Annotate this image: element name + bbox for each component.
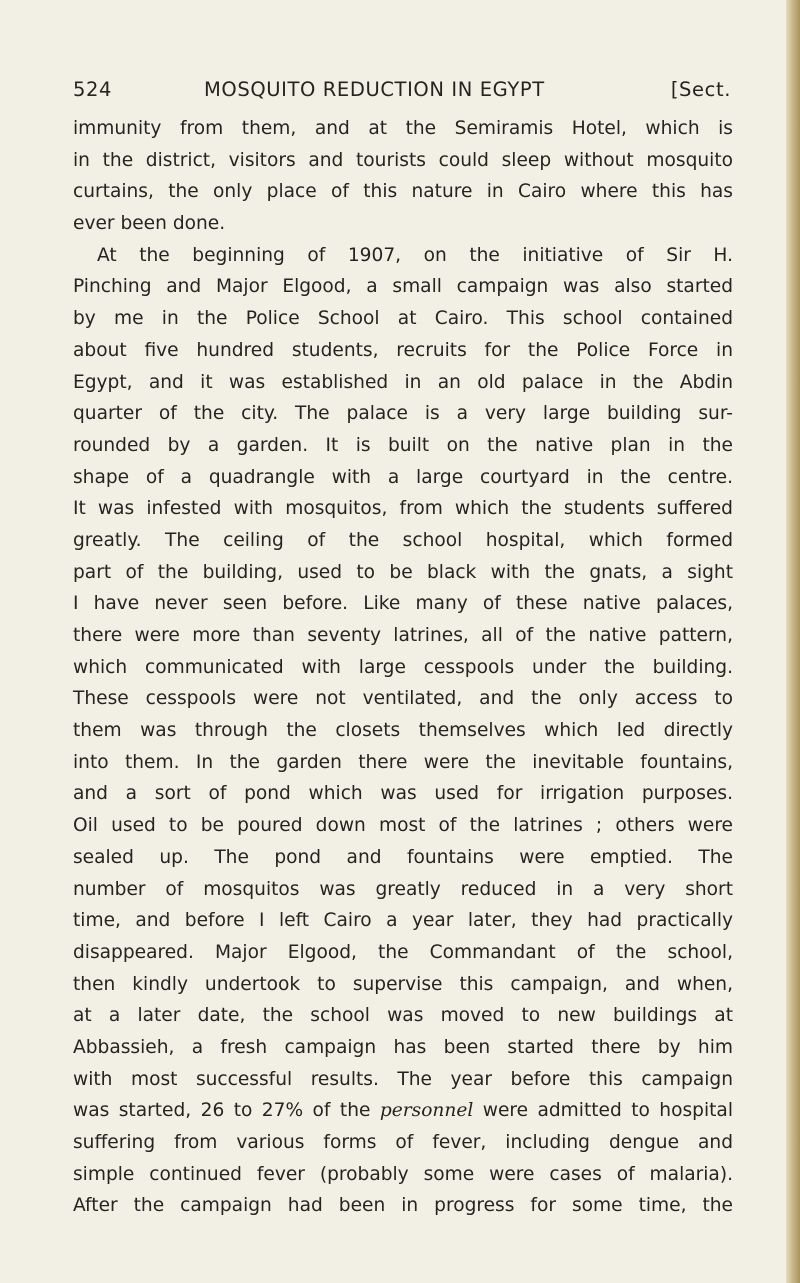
italic-word: personnel [379, 1100, 474, 1122]
text-line: Abbassieh, a fresh campaign has been started there by him [73, 1036, 733, 1058]
text-line: rounded by a garden. It is built on the native plan in the [73, 434, 733, 456]
text-line: time, and before I left Cairo a year later, they had practically [73, 910, 733, 932]
text-line: After the campaign had been in progress for some time, the [73, 1195, 733, 1217]
text-line: quarter of the city. The palace is a very large building sur- [73, 403, 733, 425]
running-head [73, 78, 731, 112]
text-line: into them. In the garden there were the inevitable fountains, [73, 751, 733, 773]
text-line: greatly. The ceiling of the school hospital, which formed [73, 529, 733, 551]
text-line: about five hundred students, recruits for the Police Force in [73, 339, 733, 361]
text-line: curtains, the only place of this nature in Cairo where this has [73, 181, 733, 203]
text-line: and a sort of pond which was used for irrigation purposes. [73, 783, 733, 805]
text-line: at a later date, the school was moved to new buildings at [73, 1005, 733, 1027]
text-line: with most successful results. The year before this campaign [73, 1068, 733, 1090]
text-line: Egypt, and it was established in an old palace in the Abdin [73, 371, 733, 393]
text-line: by me in the Police School at Cairo. This school contained [73, 308, 733, 330]
text-line: ever been done. [73, 213, 226, 235]
text-line: there were more than seventy latrines, all of the native pattern, [73, 625, 733, 646]
text-line: Oil used to be poured down most of the latrines ; others were [73, 815, 733, 837]
text-line: in the district, visitors and tourists could sleep without mosquito [73, 149, 733, 171]
text-line: I have never seen before. Like many of these native palaces, [73, 593, 733, 615]
text-line: part of the building, used to be black with the gnats, a sight [73, 561, 733, 583]
text-line: number of mosquitos was greatly reduced in a very short [73, 878, 733, 900]
page-number: 524 [73, 78, 113, 101]
running-title: MOSQUITO REDUCTION IN EGYPT [204, 78, 545, 101]
section-label: [Sect. [670, 78, 731, 101]
text-line [73, 1095, 733, 1127]
text-line: suffering from various forms of fever, including dengue and [73, 1132, 733, 1153]
text-line: sealed up. The pond and fountains were emptied. The [73, 846, 733, 868]
text-fragment: were admitted to hospital [482, 1100, 733, 1122]
page-edge [786, 0, 800, 1283]
text-line: shape of a quadrangle with a large courtyard in the centre. [73, 466, 733, 488]
text-fragment: was started, 26 to 27% of the [73, 1100, 371, 1122]
text-line: immunity from them, and at the Semiramis Hotel, which is [73, 118, 733, 139]
text-line: simple continued fever (probably some were cases of malaria). [73, 1163, 733, 1185]
text-line: which communicated with large cesspools under the building. [73, 656, 733, 678]
text-line: them was through the closets themselves which led directly [73, 720, 733, 742]
text-line: then kindly undertook to supervise this campaign, and when, [73, 973, 733, 995]
body-text [73, 113, 733, 1222]
text-line: These cesspools were not ventilated, and the only access to [73, 688, 733, 710]
text-line: disappeared. Major Elgood, the Commandant of the school, [73, 941, 733, 963]
text-line: At the beginning of 1907, on the initiative of Sir H. [97, 244, 733, 266]
text-line: It was infested with mosquitos, from which the students suffered [73, 498, 733, 520]
text-line: Pinching and Major Elgood, a small campaign was also started [73, 276, 733, 298]
